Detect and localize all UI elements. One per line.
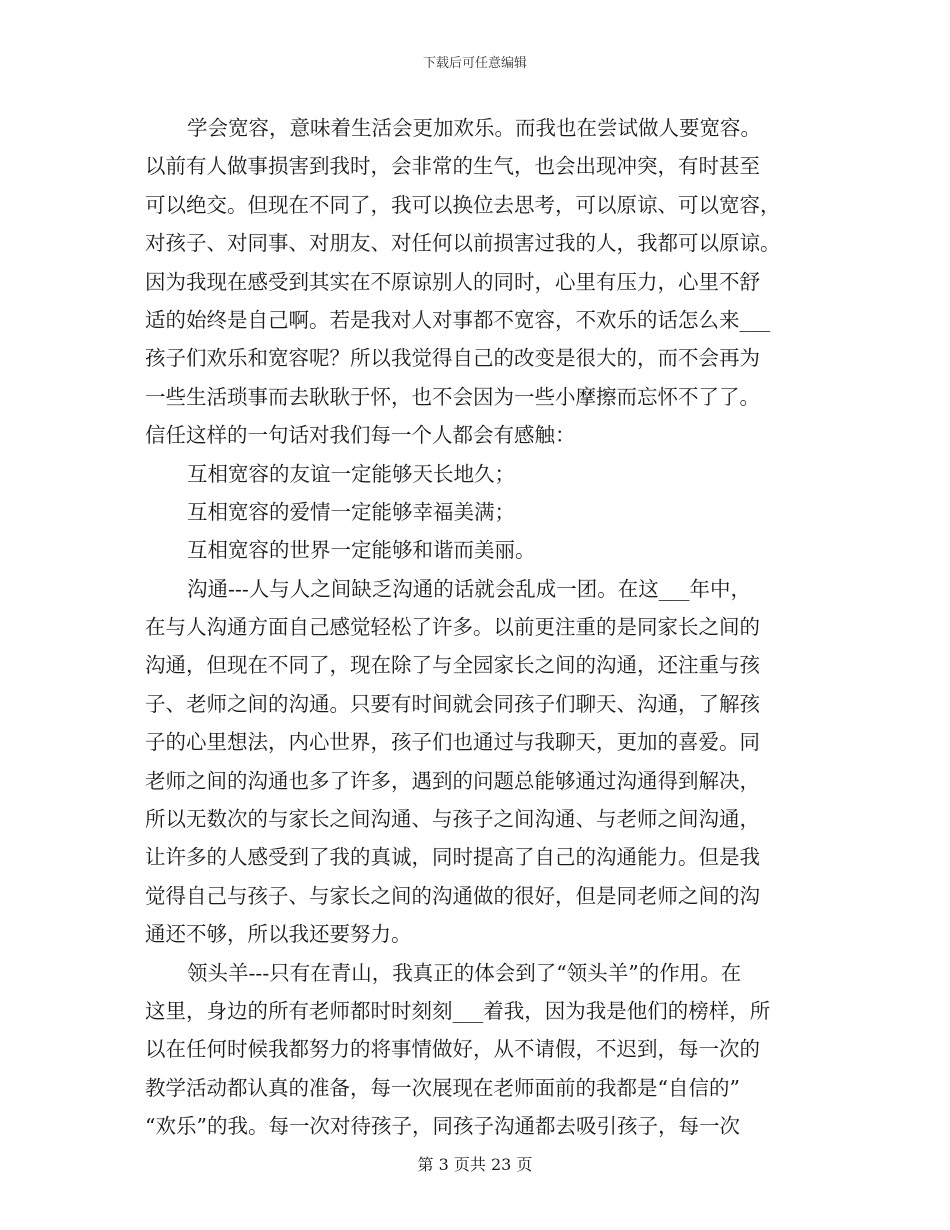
text-line: 领头羊---只有在青山，我真正的体会到了“领头羊”的作用。在	[187, 960, 742, 985]
text-line: 老师之间的沟通也多了许多，遇到的问题总能够通过沟通得到解决，	[145, 768, 760, 793]
text-line: 以在任何时候我都努力的将事情做好，从不请假，不迟到，每一次的	[145, 1037, 760, 1062]
text-line: 对孩子、对同事、对朋友、对任何以前损害过我的人，我都可以原谅。	[145, 231, 781, 256]
text-line: 因为我现在感受到其实在不原谅别人的同时，心里有压力，心里不舒	[145, 269, 760, 294]
text-line: 沟通，但现在不同了，现在除了与全园家长之间的沟通，还注重与孩	[145, 653, 760, 678]
text-line: 在与人沟通方面自己感觉轻松了许多。以前更注重的是同家长之间的	[145, 615, 760, 640]
text-line: 子、老师之间的沟通。只要有时间就会同孩子们聊天、沟通，了解孩	[145, 691, 760, 716]
text-line: 沟通---人与人之间缺乏沟通的话就会乱成一团。在这___年中，	[187, 576, 752, 601]
text-line: 互相宽容的爱情一定能够幸福美满；	[187, 499, 515, 524]
text-line: 互相宽容的世界一定能够和谐而美丽。	[187, 538, 536, 563]
text-line: 子的心里想法，内心世界，孩子们也通过与我聊天，更加的喜爱。同	[145, 730, 760, 755]
text-line: 觉得自己与孩子、与家长之间的沟通做的很好，但是同老师之间的沟	[145, 883, 760, 908]
page-footer: 第 3 页共 23 页	[417, 1155, 533, 1174]
text-line: 适的始终是自己啊。若是我对人对事都不宽容，不欢乐的话怎么来___	[145, 307, 771, 332]
text-line: 信任这样的一句话对我们每一个人都会有感触：	[145, 423, 576, 448]
text-line: 学会宽容，意味着生活会更加欢乐。而我也在尝试做人要宽容。	[187, 116, 761, 140]
text-line: 通还不够，所以我还要努力。	[145, 922, 412, 947]
text-line: 教学活动都认真的准备，每一次展现在老师面前的我都是“自信的”	[145, 1075, 740, 1100]
text-line: 这里，身边的所有老师都时时刻刻___着我，因为我是他们的榜样，所	[145, 998, 771, 1023]
document-body	[145, 109, 805, 1146]
text-line: 让许多的人感受到了我的真诚，同时提高了自己的沟通能力。但是我	[145, 845, 760, 870]
text-line: 孩子们欢乐和宽容呢？所以我觉得自己的改变是很大的，而不会再为	[145, 346, 760, 371]
text-line: 一些生活琐事而去耿耿于怀，也不会因为一些小摩擦而忘怀不了了。	[145, 384, 760, 409]
text-line: 可以绝交。但现在不同了，我可以换位去思考，可以原谅、可以宽容，	[145, 192, 781, 217]
text-line: 所以无数次的与家长之间沟通、与孩子之间沟通、与老师之间沟通，	[145, 807, 760, 832]
text-line: “欢乐”的我。每一次对待孩子，同孩子沟通都去吸引孩子，每一次	[145, 1114, 740, 1139]
page-header: 下载后可任意编辑	[422, 56, 527, 71]
text-line: 以前有人做事损害到我时，会非常的生气，也会出现冲突，有时甚至	[145, 154, 760, 179]
text-line: 互相宽容的友谊一定能够天长地久；	[187, 461, 515, 486]
